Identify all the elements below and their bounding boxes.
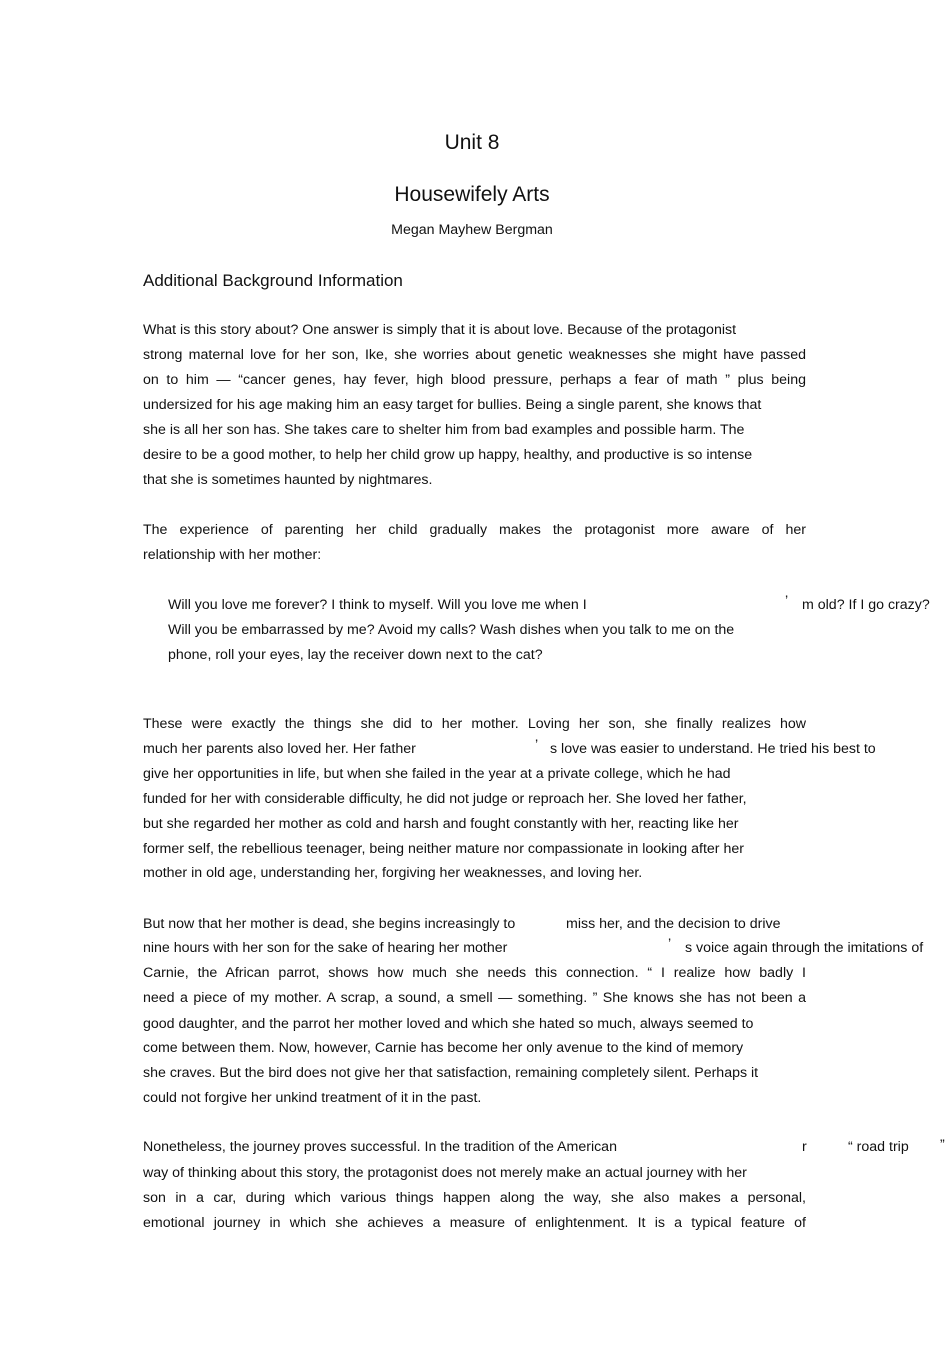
text-fragment: miss her, and the decision to drive (566, 916, 781, 932)
text-line: need a piece of my mother. A scrap, a sound, a smell — something. ” She knows she has not been a (143, 990, 806, 1006)
text-line: but she regarded her mother as cold and harsh and fought constantly with her, reacting like her (143, 816, 739, 832)
text-line: she is all her son has. She takes care to shelter him from bad examples and possible harm. The (143, 422, 745, 438)
story-title: Housewifely Arts (394, 183, 550, 206)
section-heading: Additional Background Information (143, 271, 403, 290)
text-fragment: Nonetheless, the journey proves successful. In the tradition of the American (143, 1139, 617, 1155)
text-line: Will you love me forever? I think to myself. Will you love me when I (168, 597, 587, 613)
text-line: son in a car, during which various things happen along the way, she also makes a personal, (143, 1190, 806, 1206)
text-line: Will you be embarrassed by me? Avoid my calls? Wash dishes when you talk to me on the (168, 622, 735, 638)
text-fragment: “ road trip (848, 1139, 909, 1155)
text-line: could not forgive her unkind treatment of it in the past. (143, 1090, 482, 1106)
text-line: desire to be a good mother, to help her child grow up happy, healthy, and productive is so intense (143, 447, 753, 463)
text-line: good daughter, and the parrot her mother loved and which she hated so much, always seemed to (143, 1016, 754, 1032)
text-line: undersized for his age making him an easy target for bullies. Being a single parent, she knows that (143, 397, 762, 413)
text-line: relationship with her mother: (143, 547, 322, 563)
text-fragment: ’ (785, 593, 789, 609)
text-line: that she is sometimes haunted by nightmares. (143, 472, 433, 488)
text-fragment: much her parents also loved her. Her father (143, 741, 416, 757)
text-fragment: r (802, 1139, 807, 1155)
text-line: What is this story about? One answer is simply that it is about love. Because of the protagonist (143, 322, 737, 338)
text-fragment: s voice again through the imitations of (685, 940, 924, 956)
author-name: Megan Mayhew Bergman (391, 222, 553, 238)
text-line: mother in old age, understanding her, forgiving her weaknesses, and loving her. (143, 865, 643, 881)
text-line: former self, the rebellious teenager, being neither mature nor compassionate in looking after her (143, 841, 744, 857)
text-line: on to him — “cancer genes, hay fever, high blood pressure, perhaps a fear of math ” plus being (143, 372, 806, 388)
text-line: funded for her with considerable difficulty, he did not judge or reproach her. She loved her father, (143, 791, 747, 807)
text-fragment: ’ (668, 936, 672, 952)
text-fragment: But now that her mother is dead, she begins increasingly to (143, 916, 516, 932)
text-line: These were exactly the things she did to her mother. Loving her son, she finally realizes how (143, 716, 806, 732)
text-fragment: nine hours with her son for the sake of hearing her mother (143, 940, 508, 956)
text-line: The experience of parenting her child gradually makes the protagonist more aware of her (143, 522, 806, 538)
text-line: phone, roll your eyes, lay the receiver down next to the cat? (168, 647, 543, 663)
text-line: way of thinking about this story, the protagonist does not merely make an actual journey with her (143, 1165, 747, 1181)
text-line: Carnie, the African parrot, shows how much she needs this connection. “ I realize how badly I (143, 965, 806, 981)
text-line: come between them. Now, however, Carnie has become her only avenue to the kind of memory (143, 1040, 744, 1056)
unit-heading: Unit 8 (444, 131, 500, 154)
text-fragment: m old? If I go crazy? (802, 597, 930, 613)
text-fragment: s love was easier to understand. He tried his best to (550, 741, 876, 757)
text-line: she craves. But the bird does not give her that satisfaction, remaining completely silent. Perhaps it (143, 1065, 759, 1081)
text-line: emotional journey in which she achieves a measure of enlightenment. It is a typical feature of (143, 1215, 806, 1231)
text-fragment: ’ (535, 737, 539, 753)
text-fragment: ” (940, 1137, 945, 1153)
text-line: give her opportunities in life, but when she failed in the year at a private college, which he had (143, 766, 731, 782)
text-line: strong maternal love for her son, Ike, she worries about genetic weaknesses she might have passed (143, 347, 806, 363)
